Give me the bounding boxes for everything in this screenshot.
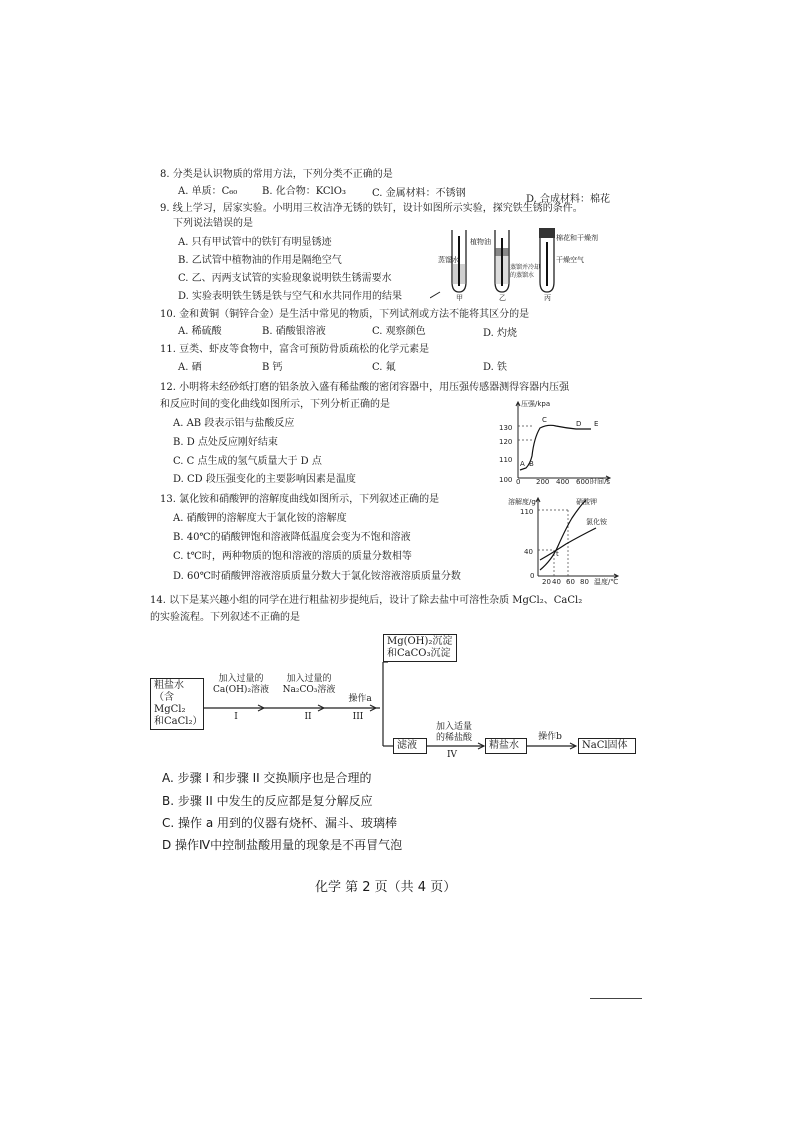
q13-option-b: B. 40℃的硝酸钾饱和溶液降低温度会变为不饱和溶液 xyxy=(173,532,411,543)
q12-option-b: B. D 点处反应刚好结束 xyxy=(173,437,278,448)
q13-stem: 13. 氯化铵和硝酸钾的溶解度曲线如图所示，下列叙述正确的是 xyxy=(160,494,440,505)
q14-stem-line1: 14. 以下是某兴趣小组的同学在进行粗盐初步提纯后，设计了除去盐中可溶性杂质 MgCl₂、CaCl₂ xyxy=(150,595,583,606)
q11-option-a: A. 硒 xyxy=(178,362,202,373)
point-b: B xyxy=(529,460,534,468)
step4-label-line2: 的稀盐酸 xyxy=(435,733,472,743)
q9-test-tube-figure xyxy=(430,226,598,306)
q11-stem: 11. 豆类、虾皮等食物中，富含可预防骨质疏松的化学元素是 xyxy=(160,344,430,355)
curve-nh4cl-label: 氯化铵 xyxy=(586,518,607,526)
q11-option-d: D. 铁 xyxy=(483,362,508,373)
crude-brine-line3: 和CaCl₂） xyxy=(154,716,203,727)
q14-option-a: A. 步骤 I 和步骤 II 交换顺序也是合理的 xyxy=(162,771,372,785)
q9-option-c: C. 乙、丙两支试管的实验现象说明铁生锈需要水 xyxy=(178,273,392,284)
point-d: D xyxy=(576,420,582,428)
q9-option-d: D. 实验表明铁生锈是铁与空气和水共同作用的结果 xyxy=(178,291,403,302)
sol-ytick-0: 0 xyxy=(530,572,535,580)
tube2-name: 乙 xyxy=(499,294,506,302)
q14-option-c: C. 操作 a 用到的仪器有烧杯、漏斗、玻璃棒 xyxy=(162,816,397,830)
point-c: C xyxy=(542,416,547,424)
q13-option-c: C. t℃时，两种物质的饱和溶液的溶质的质量分数相等 xyxy=(173,551,412,562)
q14-option-b: B. 步骤 II 中发生的反应都是复分解反应 xyxy=(162,794,373,808)
q10-option-c: C. 观察颜色 xyxy=(372,326,426,337)
step4-label xyxy=(426,722,482,744)
ytick-110: 110 xyxy=(499,456,513,464)
sol-xlabel: 温度/℃ xyxy=(594,578,619,586)
step5-label: 操作b xyxy=(538,732,562,742)
q14-flowchart xyxy=(140,628,660,768)
sol-xtick-60: 60 xyxy=(566,578,575,586)
xtick-400: 400 xyxy=(556,478,570,484)
step2-label xyxy=(274,674,344,696)
q9-stem-line1: 9. 线上学习，居家实验。小明用三枚洁净无锈的铁钉，设计如图所示实验，探究铁生锈的条件。 xyxy=(160,203,583,214)
step3-label: 操作a xyxy=(348,694,372,704)
ytick-100: 100 xyxy=(499,476,513,484)
q10-option-d: D. 灼烧 xyxy=(483,328,518,339)
sol-ylabel: 溶解度/g xyxy=(508,498,536,506)
sol-ytick-40: 40 xyxy=(524,548,533,556)
q8-option-a: A. 单质：C₆₀ xyxy=(178,186,238,197)
solubility-chart-svg xyxy=(506,494,624,586)
step2-label-line2: Na₂CO₃溶液 xyxy=(282,685,336,695)
q9-option-b: B. 乙试管中植物油的作用是隔绝空气 xyxy=(178,255,342,266)
ytick-120: 120 xyxy=(499,438,513,446)
precipitate-box xyxy=(383,634,457,662)
ytick-130: 130 xyxy=(499,424,513,432)
step3-number: III xyxy=(352,712,364,722)
step1-label-line2: Ca(OH)₂溶液 xyxy=(212,685,270,695)
tube3-cotton-label: 棉花和干燥剂 xyxy=(556,234,598,242)
pressure-xlabel: 时间/s xyxy=(590,478,611,484)
q12-option-a: A. AB 段表示铝与盐酸反应 xyxy=(173,418,295,429)
q8-option-b: B. 化合物：KClO₃ xyxy=(262,186,346,197)
tube2-oil-label: 植物油 xyxy=(470,238,491,246)
xtick-200: 200 xyxy=(536,478,550,484)
q10-option-a: A. 稀硫酸 xyxy=(178,326,222,337)
precipitate-line2: 和CaCO₃沉淀 xyxy=(387,648,451,659)
step2-label-line1: 加入过量的 xyxy=(286,674,332,684)
tube1-water-label: 蒸馏水 xyxy=(438,256,459,264)
q8-stem: 8. 分类是认识物质的常用方法，下列分类不正确的是 xyxy=(160,169,393,180)
page-footer: 化学 第 2 页（共 4 页） xyxy=(315,880,457,895)
crude-brine-line1: 粗盐水 xyxy=(154,680,184,691)
xtick-600: 600 xyxy=(576,478,590,484)
tube1-name: 甲 xyxy=(456,294,463,302)
sol-xtick-80: 80 xyxy=(580,578,589,586)
q13-solubility-chart xyxy=(506,494,624,586)
tube3-name: 丙 xyxy=(544,294,551,302)
step1-label-line1: 加入过量的 xyxy=(218,674,264,684)
q14-option-d: D 操作Ⅳ中控制盐酸用量的现象是不再冒气泡 xyxy=(162,838,403,852)
pressure-ylabel: 压强/kpa xyxy=(521,400,551,408)
q8-option-c: C. 金属材料：不锈钢 xyxy=(372,188,466,199)
q12-pressure-chart xyxy=(496,398,614,484)
q11-option-b: B 钙 xyxy=(262,362,283,373)
sol-ytick-110: 110 xyxy=(520,508,534,516)
q13-option-a: A. 硝酸钾的溶解度大于氯化铵的溶解度 xyxy=(173,513,347,524)
q12-option-d: D. CD 段压强变化的主要影响因素是温度 xyxy=(173,474,356,485)
q12-stem-line1: 12. 小明将未经砂纸打磨的铝条放入盛有稀盐酸的密闭容器中，用压强传感器测得容器内压强 xyxy=(160,382,570,393)
q11-option-c: C. 氟 xyxy=(372,362,396,373)
q10-stem: 10. 金和黄铜（铜锌合金）是生活中常见的物质，下列试剂或方法不能将其区分的是 xyxy=(160,309,530,320)
step4-number: IV xyxy=(446,750,458,760)
tube3-air-label: 干燥空气 xyxy=(556,256,584,264)
crude-brine-line2: （含MgCl₂ xyxy=(154,692,186,715)
pressure-chart-svg xyxy=(496,398,614,484)
sol-xtick-20: 20 xyxy=(542,578,551,586)
step1-label xyxy=(206,674,276,696)
tube2-water-label: 蒸馏并冷却的蒸馏水 xyxy=(510,264,541,279)
step1-number: I xyxy=(234,712,238,722)
q12-option-c: C. C 点生成的氢气质量大于 D 点 xyxy=(173,456,322,467)
q13-option-d: D. 60℃时硝酸钾溶液溶质质量分数大于氯化铵溶液溶质质量分数 xyxy=(173,571,461,582)
nacl-product-box: NaCl固体 xyxy=(578,738,636,754)
q10-option-b: B. 硝酸银溶液 xyxy=(262,326,326,337)
curve-kno3-label: 硝酸钾 xyxy=(576,498,597,506)
crude-brine-box xyxy=(150,678,204,730)
precipitate-line1: Mg(OH)₂沉淀 xyxy=(387,636,453,647)
q9-option-a: A. 只有甲试管中的铁钉有明显锈迹 xyxy=(178,237,332,248)
q8-option-d: D. 合成材料：棉花 xyxy=(526,194,611,205)
step4-label-line1: 加入适量 xyxy=(435,722,472,732)
point-a: A xyxy=(520,460,525,468)
q14-stem-line2: 的实验流程。下列叙述不正确的是 xyxy=(150,612,300,623)
sol-t-label: t xyxy=(556,550,559,558)
q12-stem-line2: 和反应时间的变化曲线如图所示，下列分析正确的是 xyxy=(160,399,390,410)
sol-xtick-40: 40 xyxy=(552,578,561,586)
q9-stem-line2: 下列说法错误的是 xyxy=(173,218,253,229)
brine-box: 精盐水 xyxy=(485,738,527,754)
step2-number: II xyxy=(304,712,312,722)
scan-mark xyxy=(590,998,642,999)
filtrate-box: 滤液 xyxy=(393,738,427,754)
xtick-0: 0 xyxy=(516,478,521,484)
point-e: E xyxy=(594,420,599,428)
